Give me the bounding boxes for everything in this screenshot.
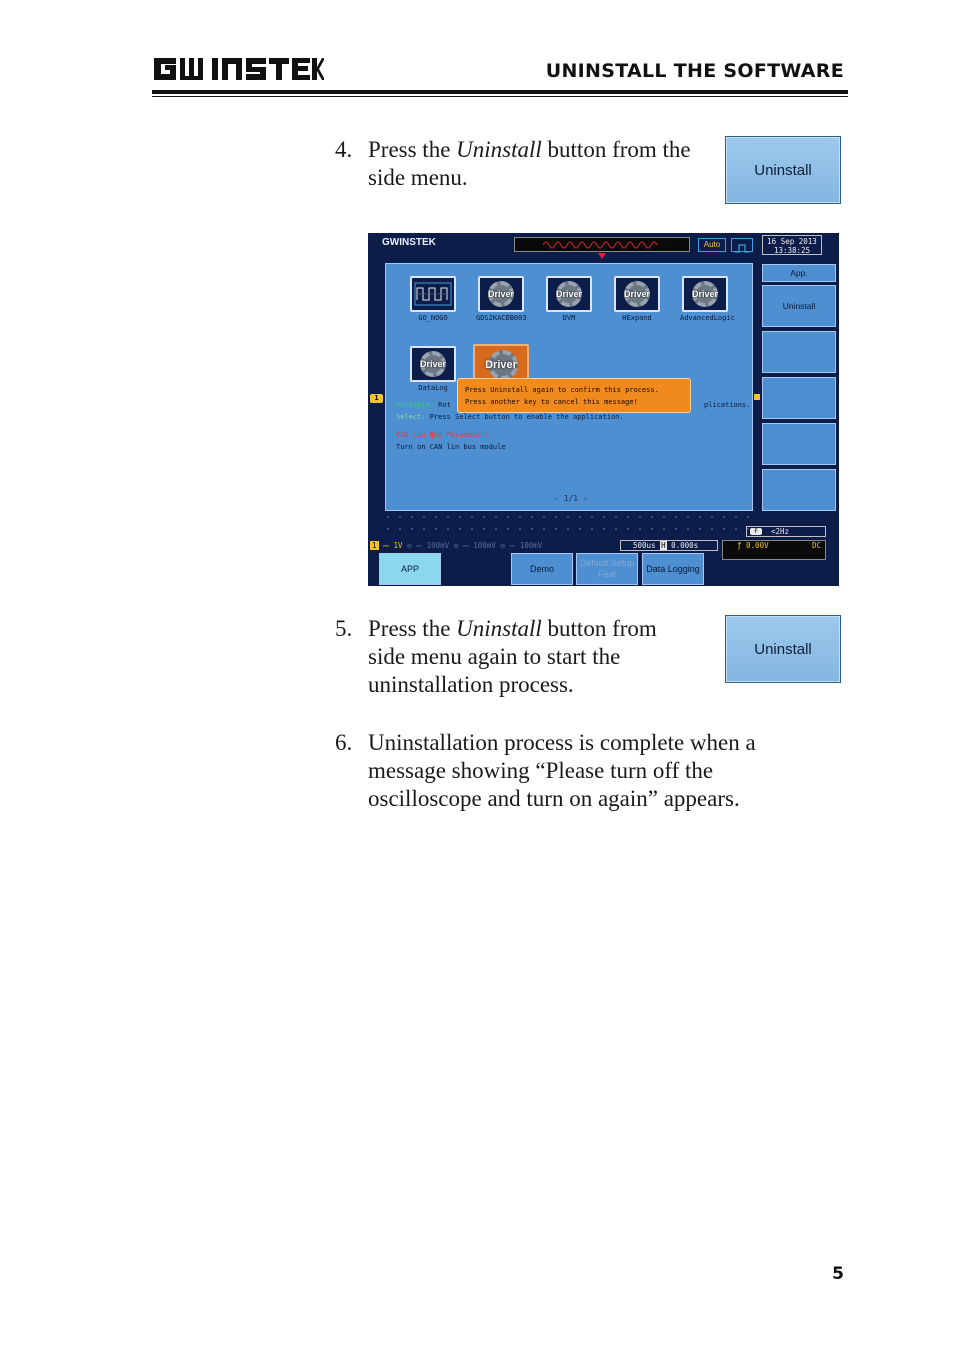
app-name: AdvancedLogic [680,314,735,322]
emphasis: Uninstall [456,616,542,641]
app-icon: Driver [682,276,728,312]
trigger-readout: ƒ 0.00V DC [722,540,826,560]
app-icon [410,276,456,312]
side-menu-empty-3[interactable] [762,331,836,373]
side-menu-app[interactable]: App. [762,264,836,282]
uninstall-softkey-image: Uninstall [725,136,841,204]
pulse-icon [731,238,753,252]
bottom-menu-app[interactable]: APP [379,553,441,585]
app-go-nogo[interactable] [408,276,458,322]
step-5 [335,615,715,703]
bottom-menu-default-setup[interactable]: Default Setup Feat [576,553,638,585]
app-dvm[interactable] [544,276,594,322]
app-icon: Driver [410,346,456,382]
app-name: HExpand [622,314,652,322]
app-name: DVM [562,314,576,322]
app-icon: Driver [473,344,529,386]
trigger-position-marker [598,253,606,259]
side-menu-uninstall[interactable]: Uninstall [762,285,836,327]
pager: - 1/1 - [554,494,588,503]
app-icon: Driver [546,276,592,312]
grid-waveform-icon [414,282,452,306]
side-menu-empty-6[interactable] [762,469,836,511]
step-4 [335,136,715,196]
bottom-menu-data-logging[interactable]: Data Logging [642,553,704,585]
app-hexpand[interactable] [612,276,662,322]
trigger-level-marker [754,394,760,400]
app-icon: Driver [478,276,524,312]
param-desc: Turn on CAN lin bus module [396,443,506,451]
frequency-readout: F <2Hz [746,526,826,537]
side-menu-empty-4[interactable] [762,377,836,419]
select-row: Select: Press Select button to enable the application. [396,413,624,421]
step-number: 6. [335,730,353,755]
step-6 [335,729,835,817]
app-icon: Driver [614,276,660,312]
channel-status-bar: 1 ⎓ 1V ◎ ⎓ 100mV ◎ ⎓ 100mV ◎ ⎓ 100mV [372,541,543,550]
waveform-overview [514,237,690,252]
sine-wave-icon [543,239,661,251]
emphasis: Uninstall [456,137,542,162]
uninstall-softkey-image: Uninstall [725,615,841,683]
side-menu-empty-5[interactable] [762,423,836,465]
step-number: 5. [335,616,353,641]
trigger-mode: Auto [698,238,726,252]
app-gds2kacdb003[interactable] [476,276,526,322]
channel-marker: 1 [370,394,383,403]
step-text: Press the Uninstall button from side menu again to start the uninstallation process. [368,616,657,697]
bottom-menu-demo[interactable]: Demo [511,553,573,585]
confirm-message: Press Uninstall again to confirm this process. Press another key to cancel this message! [457,378,691,413]
variable-row: Variable: Rot [396,401,451,409]
oscilloscope-screenshot [368,233,839,586]
section-title: UNINSTALL THE SOFTWARE [545,60,844,82]
param-title: CAN Lin Bus Parameter: [396,431,489,439]
app-name: GO_NOGO [418,314,448,322]
graticule [382,511,754,539]
app-name: DataLog [418,384,448,392]
step-text: Uninstallation process is complete when a message showing “Please turn off the oscilloscope and turn on again” appears. [368,730,756,811]
app-datalog[interactable] [408,346,458,392]
header-rule [152,90,848,94]
step-text: Press the Uninstall button from the side menu. [368,137,691,190]
timebase-readout: 500us H 0.000s [620,540,718,551]
app-name: GDS2KACDB003 [476,314,527,322]
variable-row-tail: plications. [704,401,751,409]
header-rule-thin [152,96,848,97]
date-time: 16 Sep 2013 13:38:25 [762,235,822,255]
page-number: 5 [832,1264,844,1284]
step-number: 4. [335,137,353,162]
scope-logo: GWINSTEK [382,237,436,248]
gw-instek-logo [152,54,324,84]
app-advancedlogic[interactable] [680,276,735,322]
